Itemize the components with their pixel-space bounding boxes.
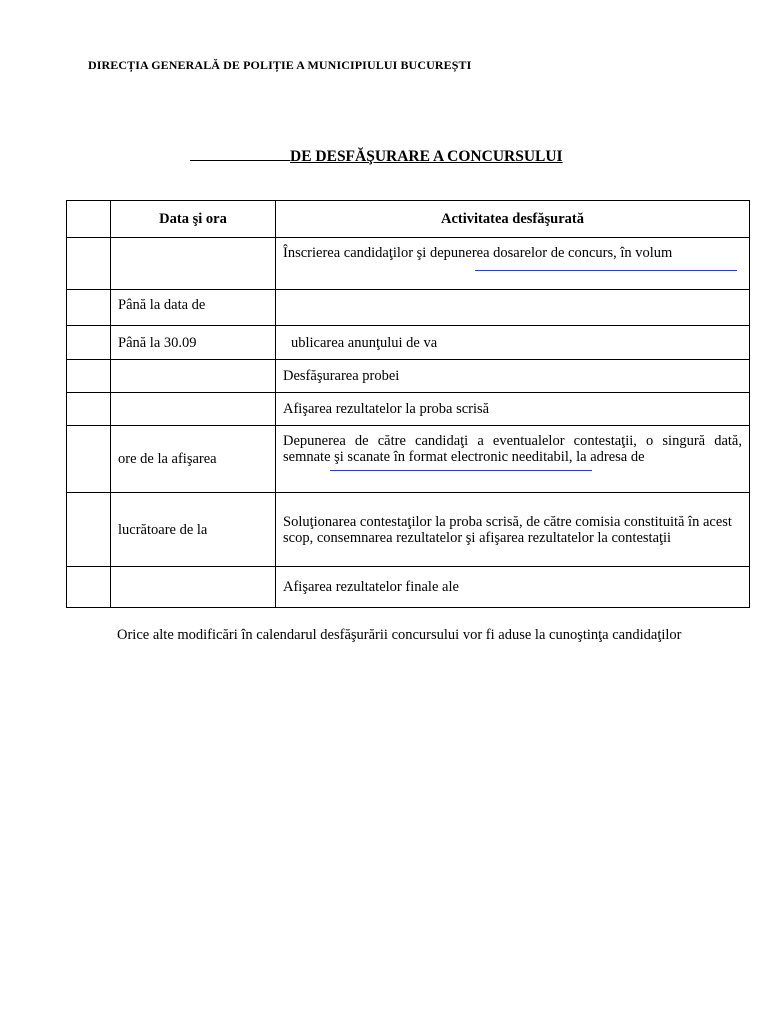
row-date: Până la 30.09 xyxy=(111,326,276,360)
table-row xyxy=(67,238,750,290)
row-activity: Desfăşurarea probei xyxy=(276,360,750,393)
row-number xyxy=(67,238,111,290)
row-number xyxy=(67,326,111,360)
row-number xyxy=(67,567,111,608)
row-activity-cell xyxy=(276,238,750,290)
row-date xyxy=(111,238,276,290)
document-title xyxy=(190,146,563,166)
title-text: DE DESFĂŞURARE A CONCURSULUI xyxy=(290,148,563,165)
row-activity: Depunerea de către candidaţi a eventualelor contestaţii, o singură dată, semnate şi scanate în format electronic needitabil, la adresa de xyxy=(283,433,742,465)
header-number xyxy=(67,201,111,238)
table-header-row xyxy=(67,201,750,238)
table-row xyxy=(67,426,750,493)
table-row xyxy=(67,360,750,393)
row-activity: Afişarea rezultatelor finale ale xyxy=(276,567,750,608)
header-activity: Activitatea desfăşurată xyxy=(276,201,750,238)
link-underline xyxy=(475,270,737,271)
row-activity: Înscrierea candidaţilor şi depunerea dosarelor de concurs, în volum xyxy=(283,245,673,261)
institution-header: DIRECȚIA GENERALĂ DE POLIȚIE A MUNICIPIULUI BUCUREȘTI xyxy=(88,58,472,72)
row-number xyxy=(67,290,111,326)
row-number xyxy=(67,493,111,567)
row-date xyxy=(111,360,276,393)
row-activity: ublicarea anunţului de va xyxy=(276,326,750,360)
link-underline xyxy=(330,470,592,471)
row-date: Până la data de xyxy=(111,290,276,326)
table-row xyxy=(67,493,750,567)
row-date xyxy=(111,567,276,608)
table-row xyxy=(67,393,750,426)
schedule-table xyxy=(66,200,750,608)
row-date xyxy=(111,393,276,426)
table-row xyxy=(67,326,750,360)
row-number xyxy=(67,426,111,493)
row-activity-cell xyxy=(276,426,750,493)
footer-paragraph: Orice alte modificări în calendarul desfăşurării concursului vor fi aduse la cunoştinţa candidaţilor xyxy=(117,627,682,643)
row-date: lucrătoare de la xyxy=(111,493,276,567)
table-row xyxy=(67,567,750,608)
row-activity: Afişarea rezultatelor la proba scrisă xyxy=(276,393,750,426)
header-date: Data şi ora xyxy=(111,201,276,238)
row-number xyxy=(67,393,111,426)
title-blank-line xyxy=(190,146,290,161)
row-number xyxy=(67,360,111,393)
row-date: ore de la afişarea xyxy=(111,426,276,493)
row-activity: Soluţionarea contestaţilor la proba scrisă, de către comisia constituită în acest scop, consemnarea rezultatelor şi afişarea rezultatelor la contestaţii xyxy=(276,493,750,567)
row-activity xyxy=(276,290,750,326)
table-row xyxy=(67,290,750,326)
